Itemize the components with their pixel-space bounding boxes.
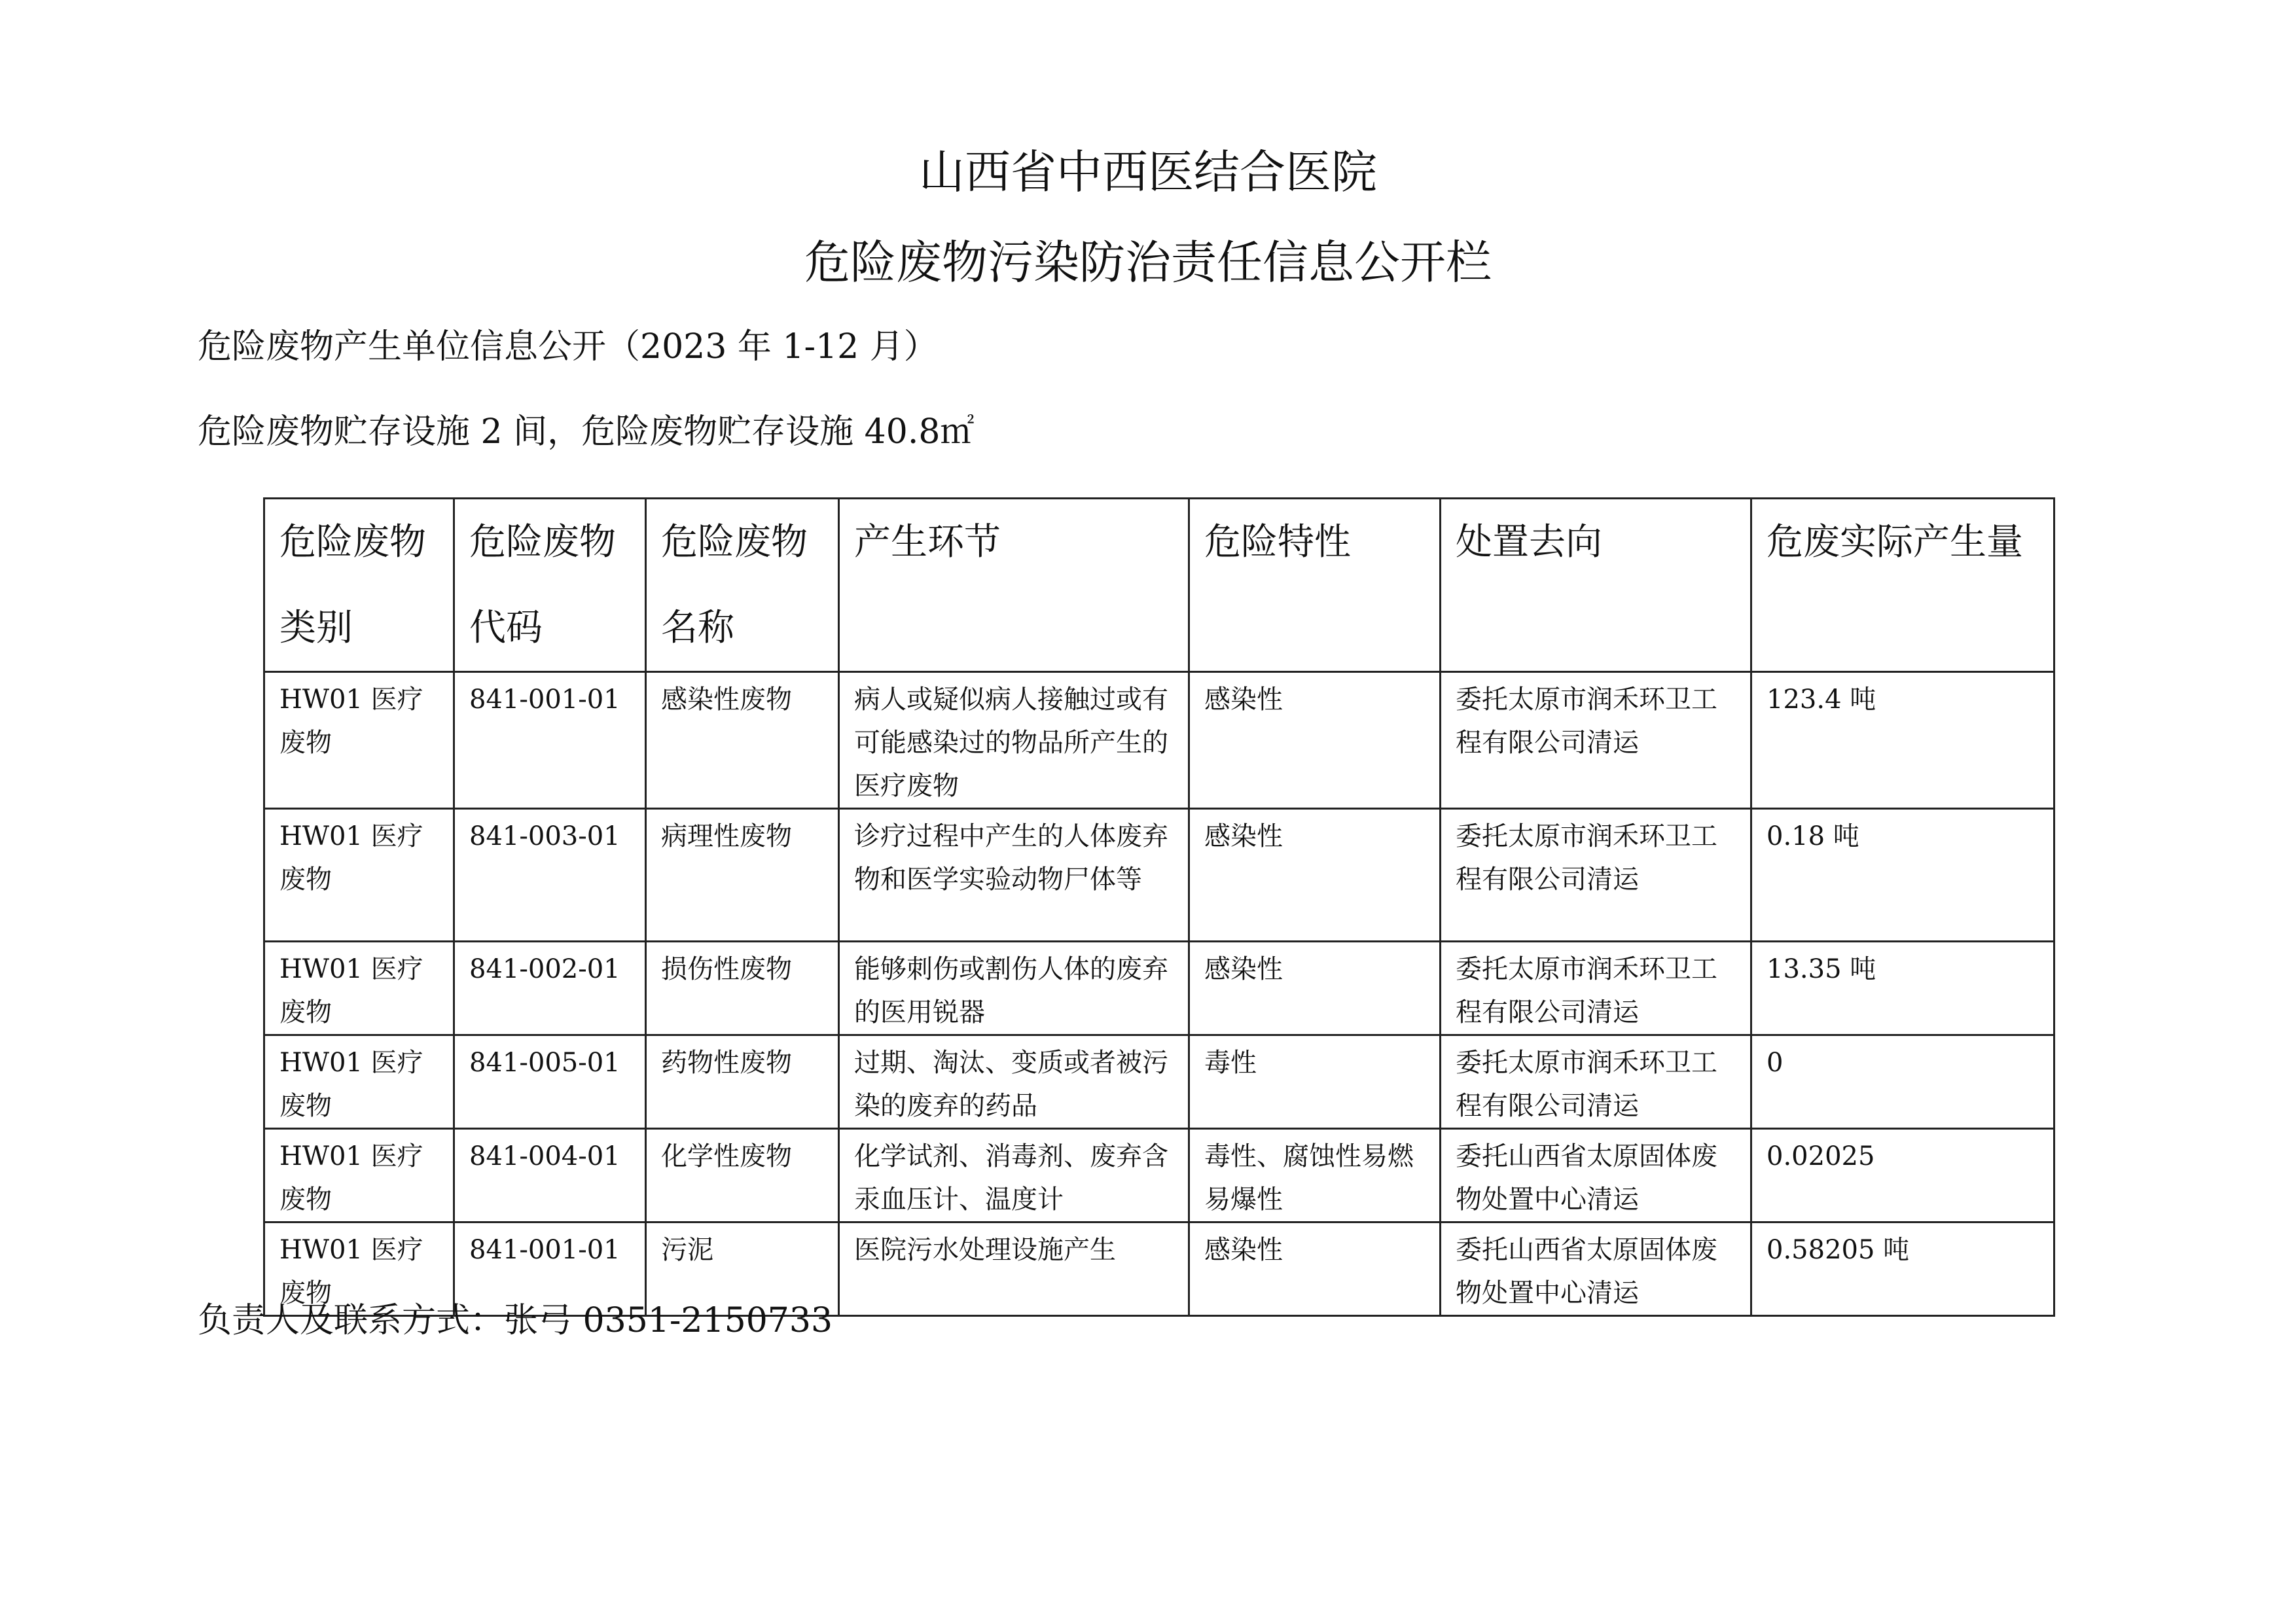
cell-stage: 医院污水处理设施产生 — [839, 1222, 1189, 1316]
cell-disposal: 委托山西省太原固体废物处置中心清运 — [1441, 1222, 1751, 1316]
table-header-row — [264, 499, 2054, 672]
cell-stage: 过期、淘汰、变质或者被污染的废弃的药品 — [839, 1035, 1189, 1129]
cell-quantity: 0.58205 吨 — [1751, 1222, 2054, 1316]
cell-disposal: 委托太原市润禾环卫工程有限公司清运 — [1441, 809, 1751, 942]
cell-characteristic: 感染性 — [1189, 1222, 1441, 1316]
cell-characteristic: 感染性 — [1189, 942, 1441, 1035]
cell-category: HW01 医疗废物 — [264, 942, 454, 1035]
table-row — [264, 672, 2054, 809]
cell-disposal: 委托太原市润禾环卫工程有限公司清运 — [1441, 1035, 1751, 1129]
header-stage: 产生环节 — [839, 499, 1189, 672]
cell-code: 841-003-01 — [454, 809, 646, 942]
cell-characteristic: 感染性 — [1189, 809, 1441, 942]
header-category: 危险废物类别 — [264, 499, 454, 672]
cell-name: 化学性废物 — [646, 1129, 839, 1222]
table-row — [264, 1129, 2054, 1222]
cell-quantity: 0.02025 — [1751, 1129, 2054, 1222]
cell-characteristic: 感染性 — [1189, 672, 1441, 809]
cell-category: HW01 医疗废物 — [264, 809, 454, 942]
cell-code: 841-001-01 — [454, 672, 646, 809]
table-row — [264, 942, 2054, 1035]
cell-code: 841-001-01 — [454, 1222, 646, 1316]
cell-category: HW01 医疗废物 — [264, 1035, 454, 1129]
cell-name: 损伤性废物 — [646, 942, 839, 1035]
cell-characteristic: 毒性、腐蚀性易燃易爆性 — [1189, 1129, 1441, 1222]
cell-code: 841-004-01 — [454, 1129, 646, 1222]
cell-name: 感染性废物 — [646, 672, 839, 809]
cell-stage: 诊疗过程中产生的人体废弃物和医学实验动物尸体等 — [839, 809, 1189, 942]
cell-quantity: 0 — [1751, 1035, 2054, 1129]
cell-disposal: 委托太原市润禾环卫工程有限公司清运 — [1441, 672, 1751, 809]
header-characteristic: 危险特性 — [1189, 499, 1441, 672]
cell-code: 841-005-01 — [454, 1035, 646, 1129]
cell-category: HW01 医疗废物 — [264, 1222, 454, 1316]
cell-stage: 化学试剂、消毒剂、废弃含汞血压计、温度计 — [839, 1129, 1189, 1222]
contact-info: 负责人及联系方式：张弓 0351-2150733 — [198, 1301, 833, 1340]
hazardous-waste-table — [263, 497, 2055, 1317]
table-row — [264, 1035, 2054, 1129]
cell-code: 841-002-01 — [454, 942, 646, 1035]
disclosure-period: 危险废物产生单位信息公开（2023 年 1-12 月） — [198, 327, 938, 366]
cell-stage: 能够刺伤或割伤人体的废弃的医用锐器 — [839, 942, 1189, 1035]
cell-quantity: 0.18 吨 — [1751, 809, 2054, 942]
header-quantity: 危废实际产生量 — [1751, 499, 2054, 672]
cell-name: 污泥 — [646, 1222, 839, 1316]
cell-name: 药物性废物 — [646, 1035, 839, 1129]
cell-stage: 病人或疑似病人接触过或有可能感染过的物品所产生的医疗废物 — [839, 672, 1189, 809]
header-name: 危险废物名称 — [646, 499, 839, 672]
table-row — [264, 809, 2054, 942]
cell-characteristic: 毒性 — [1189, 1035, 1441, 1129]
cell-name: 病理性废物 — [646, 809, 839, 942]
cell-disposal: 委托太原市润禾环卫工程有限公司清运 — [1441, 942, 1751, 1035]
header-disposal: 处置去向 — [1441, 499, 1751, 672]
header-code: 危险废物代码 — [454, 499, 646, 672]
cell-category: HW01 医疗废物 — [264, 672, 454, 809]
cell-quantity: 123.4 吨 — [1751, 672, 2054, 809]
storage-facility-info: 危险废物贮存设施 2 间，危险废物贮存设施 40.8㎡ — [198, 412, 975, 452]
bulletin-title: 危险废物污染防治责任信息公开栏 — [804, 236, 1492, 289]
hospital-title: 山西省中西医结合医院 — [919, 145, 1377, 199]
cell-quantity: 13.35 吨 — [1751, 942, 2054, 1035]
cell-category: HW01 医疗废物 — [264, 1129, 454, 1222]
cell-disposal: 委托山西省太原固体废物处置中心清运 — [1441, 1129, 1751, 1222]
